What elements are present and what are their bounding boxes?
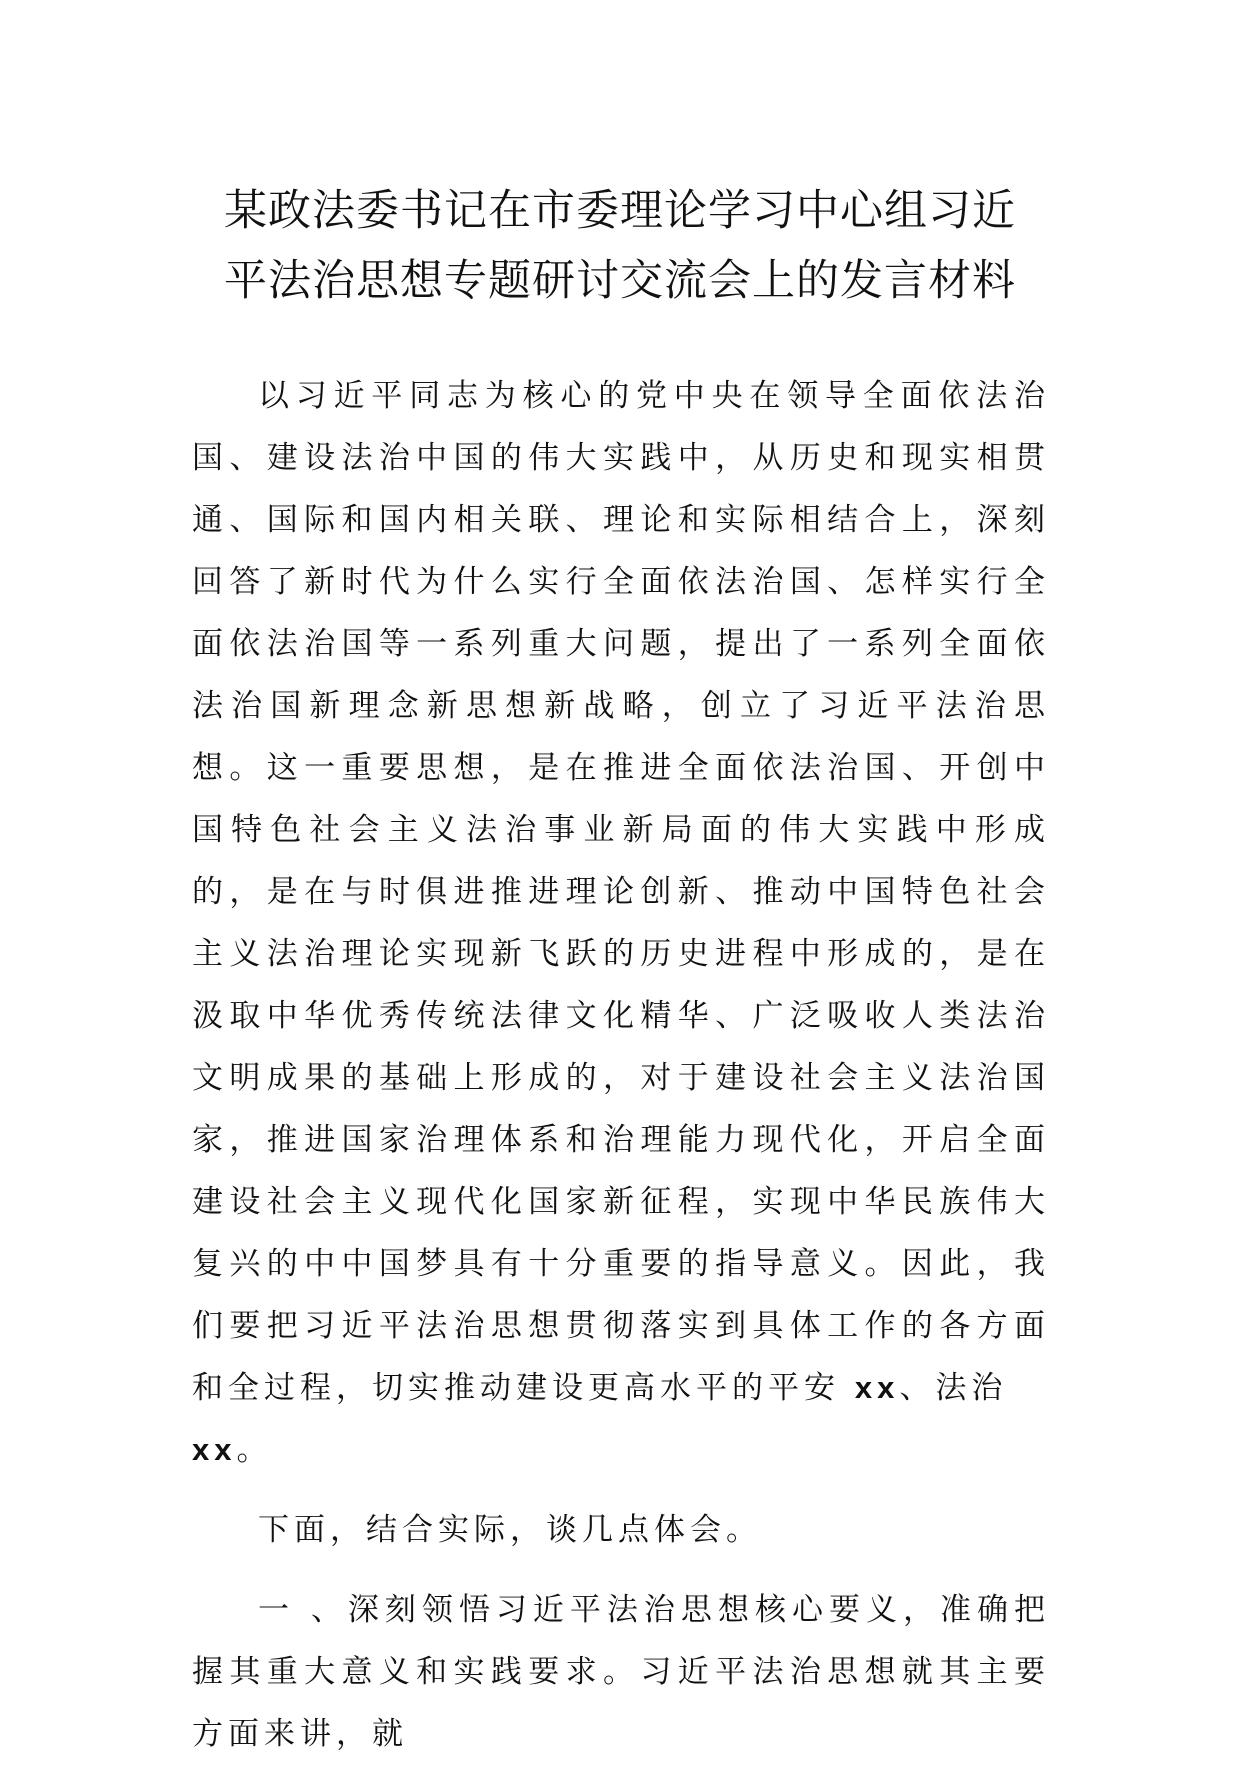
paragraph-section-one: 一 、深刻领悟习近平法治思想核心要义，准确把握其重大意义和实践要求。习近平法治思想就其主要方面来讲，就 [192, 1592, 1050, 1752]
placeholder-xx-1: xx [854, 1370, 900, 1405]
paragraph-intro-end: 。 [236, 1432, 273, 1468]
document-body [192, 365, 1050, 1765]
document-title [190, 176, 1050, 316]
title-line-2: 平法治思想专题研讨交流会上的发言材料 [224, 256, 1016, 306]
title-line-1: 某政法委书记在市委理论学习中心组习近 [224, 186, 1016, 236]
paragraph-intro-mid: 、法治 [899, 1370, 1008, 1406]
paragraph-transition: 下面，结合实际，谈几点体会。 [258, 1512, 762, 1548]
placeholder-xx-2: xx [192, 1432, 237, 1467]
paragraph-intro [192, 365, 1050, 1481]
paragraph-intro-text: 以习近平同志为核心的党中央在领导全面依法治国、建设法治中国的伟大实践中，从历史和现实相贯通、国际和国内相关联、理论和实际相结合上，深刻回答了新时代为什么实行全面依法治国、怎样实行全面依法治国等一系列重大问题，提出了一系列全面依法治国新理念新思想新战略，创立了习近平法治思想。这一重要思想，是在推进全面依法治国、开创中国特色社会主义法治事业新局面的伟大实践中形成的，是在与时俱进推进理论创新、推动中国特色社会主义法治理论实现新飞跃的历史进程中形成的，是在汲取中华优秀传统法律文化精华、广泛吸收人类法治文明成果的基础上形成的，对于建设社会主义法治国家，推进国家治理体系和治理能力现代化，开启全面建设社会主义现代化国家新征程，实现中华民族伟大复兴的中中国梦具有十分重要的指导意义。因此，我们要把习近平法治思想贯彻落实到具体工作的各方面和全过程，切实推动建设更高水平的平安 [192, 378, 1050, 1406]
